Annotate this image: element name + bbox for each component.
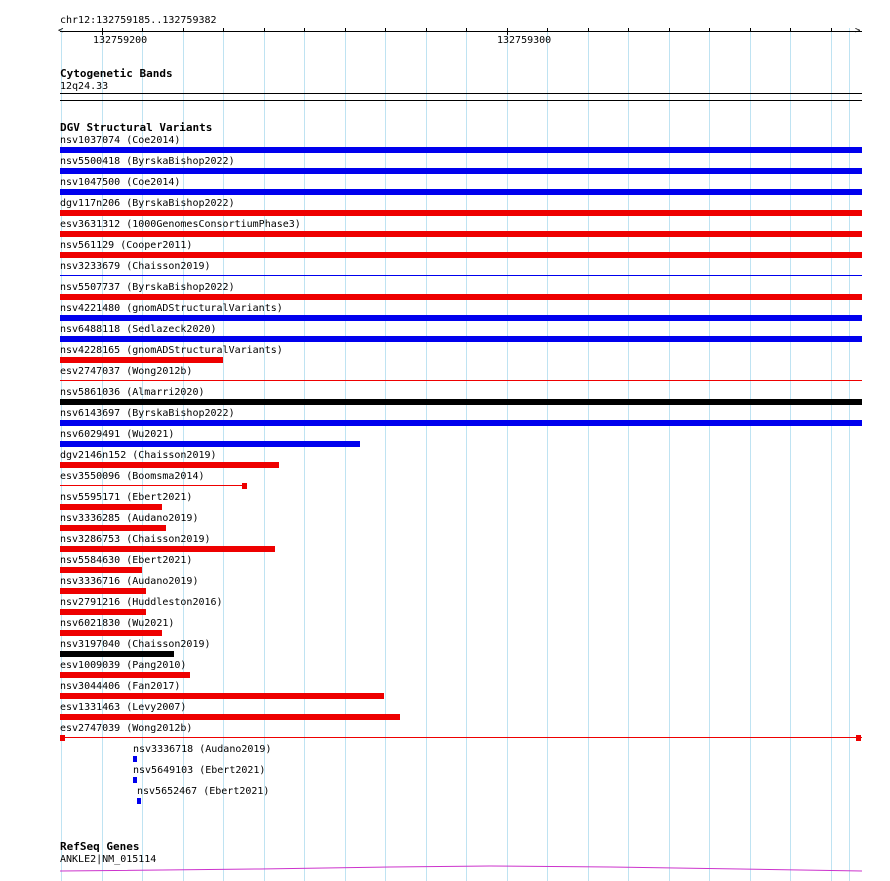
variant-bar[interactable] [60, 252, 862, 258]
variant-bar[interactable] [60, 714, 400, 720]
cytoband-bar-top[interactable] [60, 93, 862, 94]
variant-label[interactable]: nsv5500418 (ByrskaBishop2022) [60, 156, 235, 167]
variant-bar[interactable] [60, 210, 862, 216]
variant-line[interactable] [60, 380, 862, 381]
variant-label[interactable]: nsv3336285 (Audano2019) [60, 513, 199, 524]
variant-label[interactable]: nsv1047500 (Coe2014) [60, 177, 181, 188]
variant-line[interactable] [60, 275, 862, 276]
variant-bar[interactable] [60, 315, 862, 321]
variant-bar[interactable] [60, 672, 190, 678]
variant-label[interactable]: esv3550096 (Boomsma2014) [60, 471, 205, 482]
ruler-axis [60, 31, 862, 32]
variant-label[interactable]: nsv5595171 (Ebert2021) [60, 492, 193, 503]
variant-label[interactable]: nsv3336718 (Audano2019) [133, 744, 272, 755]
track-title: RefSeq Genes [60, 840, 140, 853]
variant-bar[interactable] [60, 420, 862, 426]
variant-label[interactable]: nsv3044406 (Fan2017) [60, 681, 181, 692]
variant-label[interactable]: esv1331463 (Levy2007) [60, 702, 187, 713]
variant-bar[interactable] [60, 294, 862, 300]
variant-bar[interactable] [60, 147, 862, 153]
variant-bar[interactable] [60, 693, 384, 699]
ruler-tick-label: 132759200 [93, 35, 148, 46]
variant-bar[interactable] [60, 588, 146, 594]
variant-start-marker[interactable] [60, 735, 65, 741]
variant-end-marker[interactable] [856, 735, 861, 741]
variant-label[interactable]: nsv1037074 (Coe2014) [60, 135, 181, 146]
variant-label[interactable]: esv2747039 (Wong2012b) [60, 723, 193, 734]
variant-label[interactable]: dgv117n206 (ByrskaBishop2022) [60, 198, 235, 209]
variant-bar[interactable] [60, 441, 360, 447]
variant-bar[interactable] [133, 756, 137, 762]
variant-label[interactable]: nsv6029491 (Wu2021) [60, 429, 175, 440]
variant-bar[interactable] [137, 798, 141, 804]
variant-label[interactable]: nsv2791216 (Huddleston2016) [60, 597, 223, 608]
variant-bar[interactable] [60, 651, 174, 657]
variant-bar[interactable] [60, 504, 162, 510]
variant-label[interactable]: nsv3197040 (Chaisson2019) [60, 639, 211, 650]
gene-label[interactable]: ANKLE2|NM_015114 [60, 854, 157, 865]
variant-label[interactable]: nsv5861036 (Almarri2020) [60, 387, 205, 398]
track-title: Cytogenetic Bands [60, 67, 173, 80]
variant-line[interactable] [60, 737, 862, 738]
cytoband-label[interactable]: 12q24.33 [60, 81, 109, 92]
variant-bar[interactable] [133, 777, 137, 783]
variant-label[interactable]: esv3631312 (1000GenomesConsortiumPhase3) [60, 219, 301, 230]
variant-bar[interactable] [60, 462, 279, 468]
variant-label[interactable]: nsv3233679 (Chaisson2019) [60, 261, 211, 272]
variant-bar[interactable] [60, 231, 862, 237]
variant-line[interactable] [60, 485, 243, 486]
variant-label[interactable]: nsv4228165 (gnomADStructuralVariants) [60, 345, 283, 356]
variant-bar[interactable] [60, 336, 862, 342]
variant-label[interactable]: nsv3336716 (Audano2019) [60, 576, 199, 587]
variant-label[interactable]: nsv5649103 (Ebert2021) [133, 765, 266, 776]
arrow-left-icon: < [58, 26, 64, 36]
cytoband-bar-bottom[interactable] [60, 100, 862, 101]
variant-bar[interactable] [60, 399, 862, 405]
variant-end-marker[interactable] [242, 483, 247, 489]
variant-bar[interactable] [60, 630, 162, 636]
variant-bar[interactable] [60, 168, 862, 174]
arrow-right-icon: > [855, 26, 861, 36]
variant-label[interactable]: nsv6488118 (Sedlazeck2020) [60, 324, 217, 335]
variant-label[interactable]: nsv5584630 (Ebert2021) [60, 555, 193, 566]
variant-label[interactable]: esv2747037 (Wong2012b) [60, 366, 193, 377]
gene-intron-line[interactable] [60, 862, 862, 874]
variant-label[interactable]: dgv2146n152 (Chaisson2019) [60, 450, 217, 461]
variant-bar[interactable] [60, 525, 166, 531]
variant-label[interactable]: nsv6143697 (ByrskaBishop2022) [60, 408, 235, 419]
track-title: DGV Structural Variants [60, 121, 213, 134]
variant-bar[interactable] [60, 357, 223, 363]
variant-bar[interactable] [60, 609, 146, 615]
variant-label[interactable]: nsv6021830 (Wu2021) [60, 618, 175, 629]
variant-label[interactable]: nsv4221480 (gnomADStructuralVariants) [60, 303, 283, 314]
variant-bar[interactable] [60, 567, 142, 573]
variant-bar[interactable] [60, 189, 862, 195]
variant-label[interactable]: esv1009039 (Pang2010) [60, 660, 187, 671]
variant-label[interactable]: nsv3286753 (Chaisson2019) [60, 534, 211, 545]
variant-label[interactable]: nsv5507737 (ByrskaBishop2022) [60, 282, 235, 293]
variant-label[interactable]: nsv5652467 (Ebert2021) [137, 786, 270, 797]
variant-label[interactable]: nsv561129 (Cooper2011) [60, 240, 193, 251]
ruler-tick-label: 132759300 [497, 35, 552, 46]
variant-bar[interactable] [60, 546, 275, 552]
region-label: chr12:132759185..132759382 [60, 15, 217, 26]
